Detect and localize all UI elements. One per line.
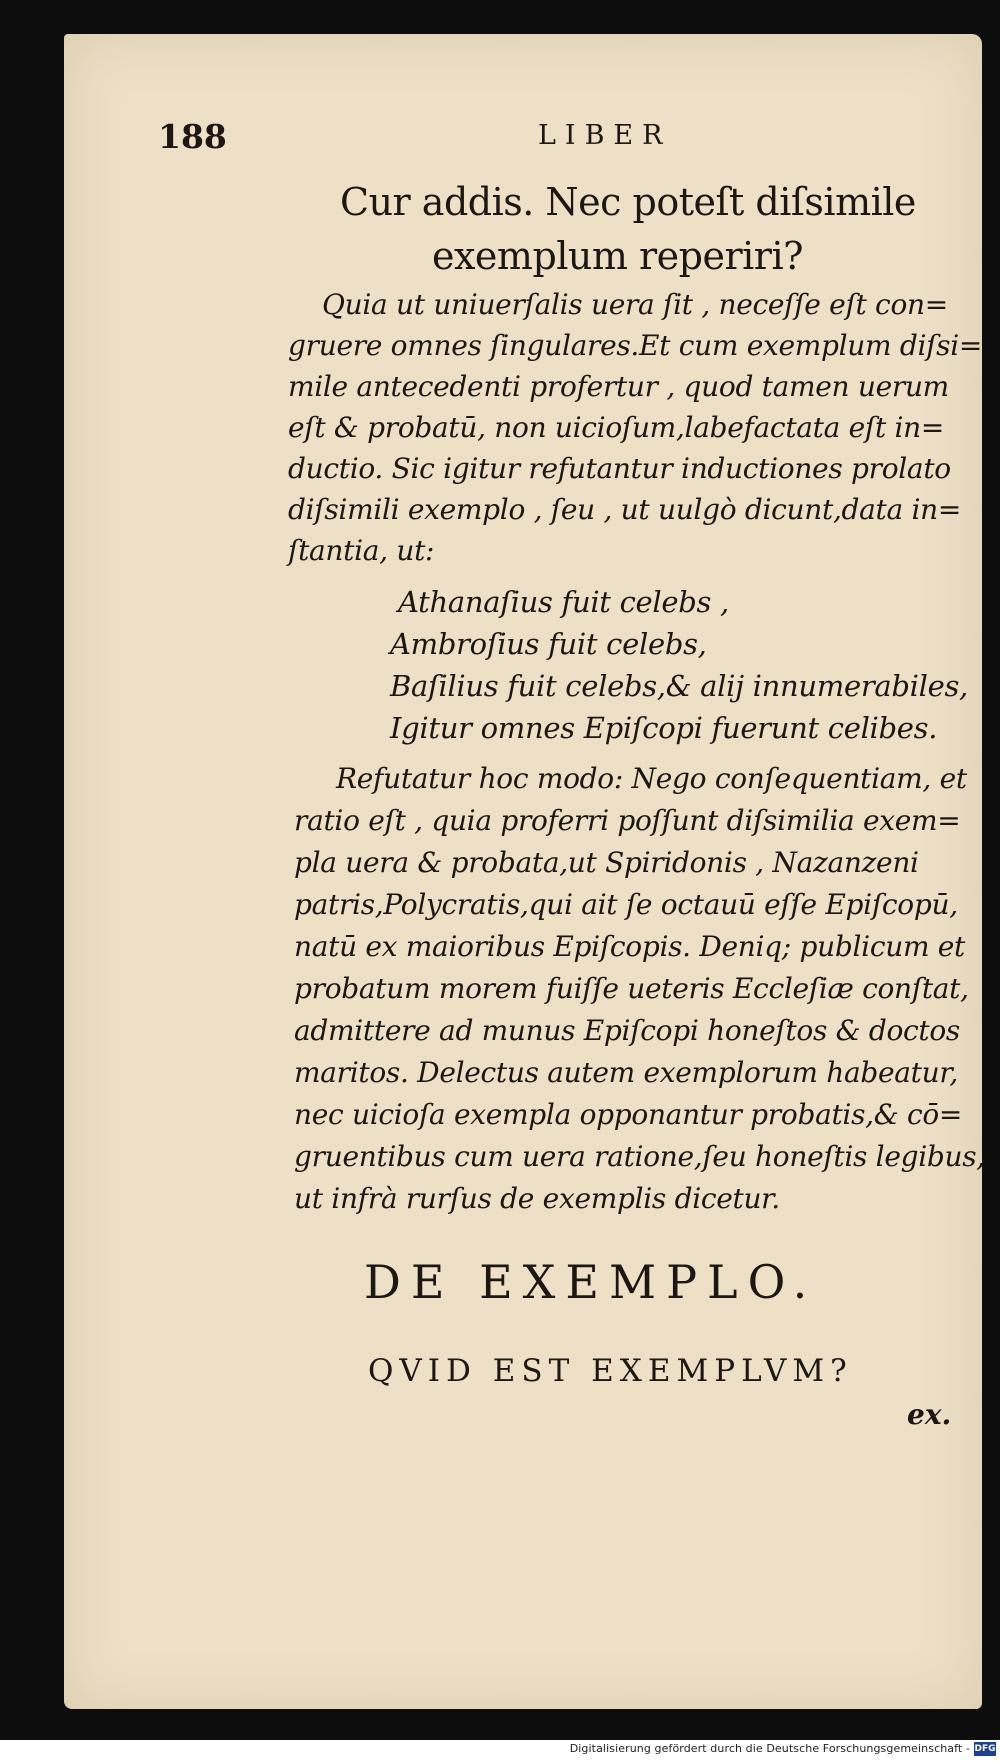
refutation-line: nec uicioſa exempla opponantur probatis,& cō= xyxy=(294,1098,963,1131)
answer-line: diſsimili exemplo , ſeu , ut uulgò dicunt,data in= xyxy=(288,493,962,526)
example-line: Baſilius fuit celebs,& alij innumerabiles, xyxy=(390,669,968,703)
example-line: Igitur omnes Epiſcopi fuerunt celibes. xyxy=(390,711,938,745)
page-number: 188 xyxy=(158,117,227,156)
answer-line: gruere omnes ſingulares.Et cum exemplum diſsi= xyxy=(288,329,983,362)
refutation-line: ut infrà rurſus de exemplis dicetur. xyxy=(294,1182,780,1215)
example-line: Athanaſius fuit celebs , xyxy=(398,585,729,619)
answer-line: ſtantia, ut: xyxy=(288,534,435,567)
refutation-line: pla uera & probata,ut Spiridonis , Nazanzeni xyxy=(294,846,919,879)
answer-line: ductio. Sic igitur refutantur inductiones prolato xyxy=(288,452,951,485)
refutation-line: maritos. Delectus autem exemplorum habeatur, xyxy=(294,1056,958,1089)
refutation-line: gruentibus cum uera ratione,ſeu honeſtis legibus, xyxy=(294,1140,985,1173)
refutation-line: probatum morem fuiſſe ueteris Eccleſiæ conſtat, xyxy=(294,972,969,1005)
running-head: LIBER xyxy=(538,120,672,151)
refutation-line: admittere ad munus Epiſcopi honeſtos & doctos xyxy=(294,1014,960,1047)
refutation-line: patris,Polycratis,qui ait ſe octauū eſſe Epiſcopū, xyxy=(294,888,958,921)
example-line: Ambroſius fuit celebs, xyxy=(390,627,707,661)
question-line-1: Cur addis. Nec poteſt diſsimile xyxy=(340,180,916,224)
question-line-2: exemplum reperiri? xyxy=(432,234,803,278)
funding-credit: Digitalisierung gefördert durch die Deutsche Forschungsgemeinschaft - xyxy=(569,1742,970,1755)
section-heading: DE EXEMPLO. xyxy=(364,1255,818,1309)
refutation-line: ratio eſt , quia proferri poſſunt diſsimilia exem= xyxy=(294,804,961,837)
refutation-line: natū ex maioribus Epiſcopis. Deniq; publicum et xyxy=(294,930,966,963)
catchword: ex. xyxy=(907,1398,952,1431)
refutation-line: Refutatur hoc modo: Nego conſequentiam, et xyxy=(336,762,967,795)
answer-line: Quia ut uniuerſalis uera ſit , neceſſe eſt con= xyxy=(322,288,948,321)
digitization-footer xyxy=(0,1740,1000,1761)
answer-line: eſt & probatū, non uicioſum,labefactata eſt in= xyxy=(288,411,945,444)
answer-line: mile antecedenti profertur , quod tamen uerum xyxy=(288,370,949,403)
dfg-logo-icon: DFG xyxy=(974,1744,996,1754)
section-question: QVID EST EXEMPLVM? xyxy=(368,1353,853,1389)
